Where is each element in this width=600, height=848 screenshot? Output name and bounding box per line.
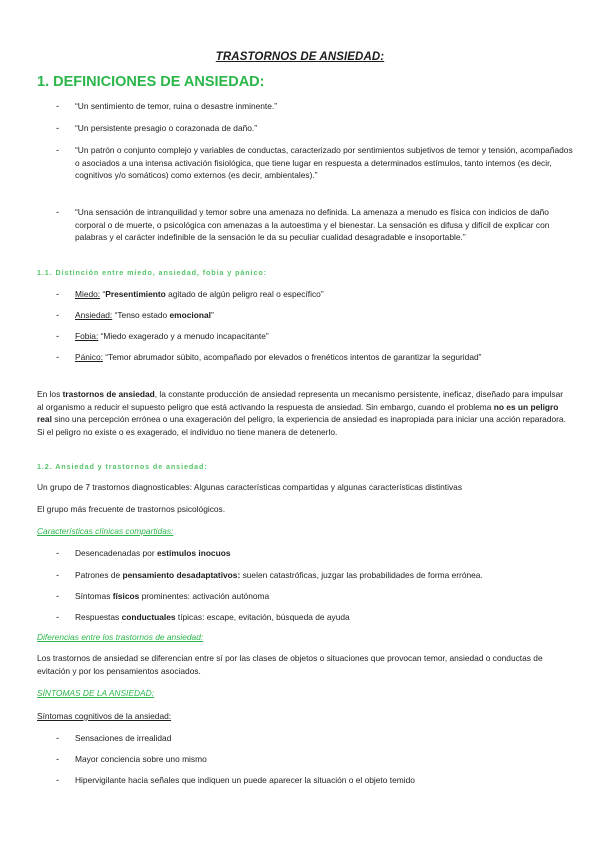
definition-item: “Un persistente presagio o corazonada de daño.” (75, 123, 258, 133)
bullet-dash: - (56, 733, 60, 744)
term-item-fobia: Fobia: “Miedo exagerado y a menudo incapacitante” (75, 331, 269, 341)
bullet-dash: - (56, 591, 60, 602)
shared-feature-item: Desencadenadas por estímulos inocuos (75, 548, 231, 558)
paragraph-trastornos: En los trastornos de ansiedad, la constante producción de ansiedad representa un mecanismo persistente, ineficaz, diseñado para impulsar al organismo a reducir el supuesto peligro que está activando la respuesta de ansiedad. Sin embargo, cuando el problema no es un peligro real sino una percepción errónea o una exageración del peligro, la experiencia de ansiedad es inapropiada para iniciar una acción reparadora. Si el peligro no existe o es exagerado, el individuo no tiene manera de detenerlo. (37, 389, 566, 437)
section-heading-definiciones: 1. DEFINICIONES DE ANSIEDAD: (37, 74, 265, 90)
definition-item: “Un patrón o conjunto complejo y variables de conductas, caracterizado por sentimientos subjetivos de temor y tensión, acompañados o asociados a una intensa activación fisiológica, que tiene lugar en respuesta a determinados estímulos, tanto internos (es decir, cognitivos y/o somáticos) como externos (es decir, ambientales).” (75, 145, 573, 181)
subheading-caracteristicas: Características clínicas compartidas: (37, 526, 174, 536)
paragraph-diferencias: Los trastornos de ansiedad se diferencian entre sí por las clases de objetos o situaciones que provocan temor, ansiedad o conductas de evitación y por los pensamientos asociados. (37, 653, 543, 676)
shared-feature-item: Respuestas conductuales típicas: escape, evitación, búsqueda de ayuda (75, 612, 350, 622)
bullet-dash: - (56, 331, 60, 342)
bullet-dash: - (56, 612, 60, 623)
text-line: Un grupo de 7 trastornos diagnosticables: Algunas características compartidas y algunas características distintivas (37, 482, 463, 492)
bullet-dash: - (56, 548, 60, 559)
definition-item: “Un sentimiento de temor, ruina o desastre inminente.” (75, 101, 278, 111)
subsection-heading-distincion: 1.1. Distinción entre miedo, ansiedad, fobia y pánico: (37, 268, 267, 277)
document-title: TRASTORNOS DE ANSIEDAD: (215, 51, 385, 63)
subheading-sintomas: SÍNTOMAS DE LA ANSIEDAD: (37, 688, 154, 698)
bullet-dash: - (56, 754, 60, 765)
bullet-dash: - (56, 775, 60, 786)
shared-feature-item: Síntomas físicos prominentes: activación autónoma (75, 591, 270, 601)
cognitive-symptom-item: Mayor conciencia sobre uno mismo (75, 754, 207, 764)
bullet-dash: - (56, 310, 60, 321)
bullet-dash: - (56, 101, 60, 112)
subheading-sintomas-cognitivos: Síntomas cognitivos de la ansiedad: (37, 711, 172, 721)
cognitive-symptom-item: Sensaciones de irrealidad (75, 733, 172, 743)
subheading-diferencias: Diferencias entre los trastornos de ansiedad: (37, 632, 204, 642)
bullet-dash: - (56, 207, 60, 218)
bullet-dash: - (56, 352, 60, 363)
shared-feature-item: Patrones de pensamiento desadaptativos: suelen catastróficas, juzgar las probabilidades de forma errónea. (75, 570, 483, 580)
subsection-heading-ansiedad-trastornos: 1.2. Ansiedad y trastornos de ansiedad: (37, 462, 208, 471)
bullet-dash: - (56, 145, 60, 156)
cognitive-symptom-item: Hipervigilante hacia señales que indiquen un puede aparecer la situación o el objeto temido (75, 775, 415, 785)
bullet-dash: - (56, 289, 60, 300)
text-line: El grupo más frecuente de trastornos psicológicos. (37, 504, 226, 514)
definition-item: “Una sensación de intranquilidad y temor sobre una amenaza no definida. La amenaza a menudo es física con indicios de daño corporal o de muerte, o psicológica con amenazas a la autoestima y el bienestar. La sensación es difusa y difícil de explicar con palabras y el carácter indefinible de la sensación le da su peculiar cualidad desagradable e insoportable.” (75, 207, 550, 243)
term-item-ansiedad: Ansiedad: “Tenso estado emocional” (75, 310, 214, 320)
bullet-dash: - (56, 123, 60, 134)
bullet-dash: - (56, 570, 60, 581)
term-item-miedo: Miedo: “Presentimiento agitado de algún peligro real o específico” (75, 289, 324, 299)
term-item-panico: Pánico: “Temor abrumador súbito, acompañado por elevados o frenéticos intentos de garantizar la seguridad” (75, 352, 482, 362)
